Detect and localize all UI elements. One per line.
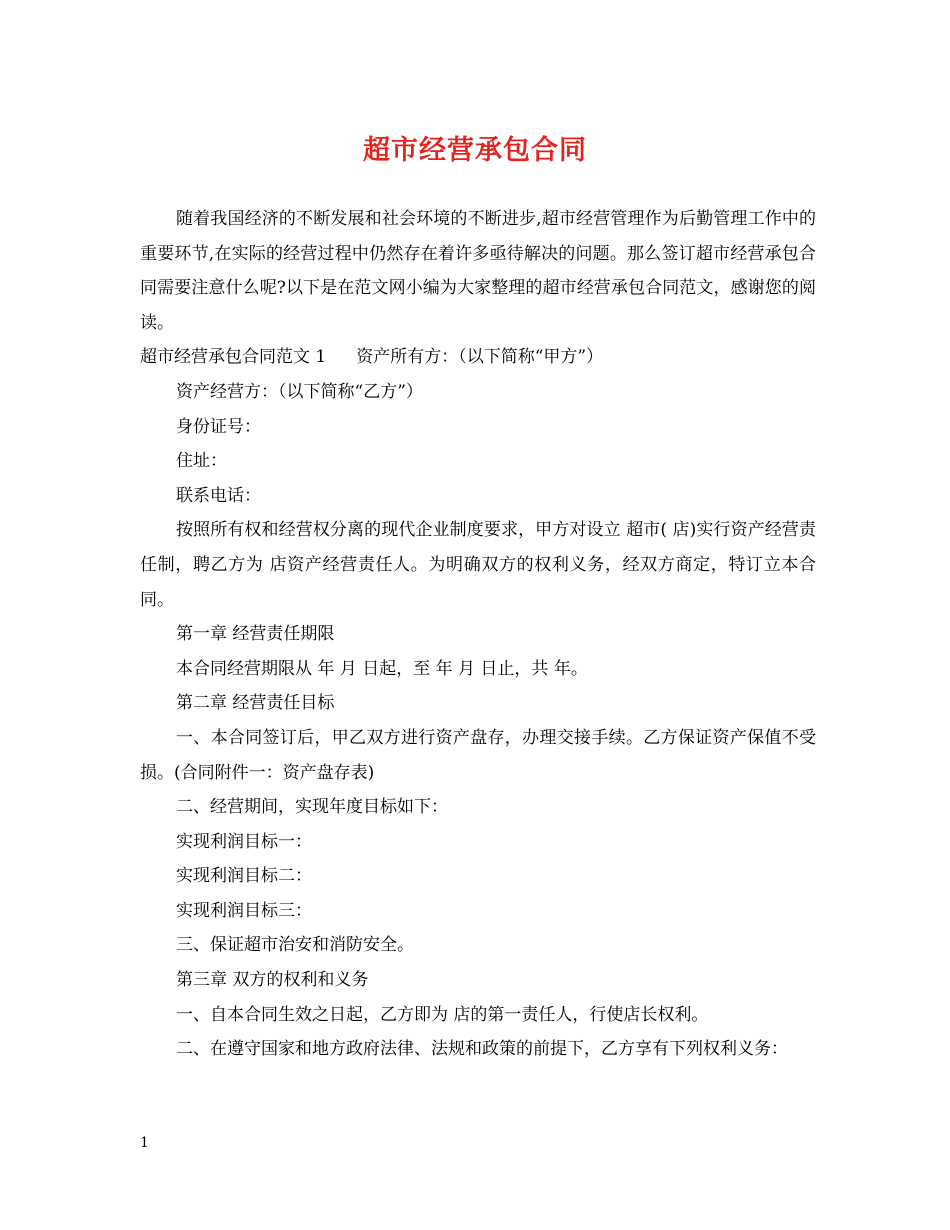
responsibility-paragraph: 按照所有权和经营权分离的现代企业制度要求，甲方对设立 超市( 店)实行资产经营责任制，聘乙方为 店资产经营责任人。为明确双方的权利义务，经双方商定，特订立本合同。 [140, 520, 816, 610]
rights-paragraph: 二、在遵守国家和地方政府法律、法规和政策的前提下，乙方享有下列权利义务： [176, 1039, 788, 1060]
chapter-1-heading: 第一章 经营责任期限 [176, 624, 335, 645]
sample-heading: 超市经营承包合同范文 1 [140, 347, 327, 368]
page-number: 1 [140, 1135, 149, 1151]
inventory-paragraph: 一、本合同签订后，甲乙双方进行资产盘存，办理交接手续。乙方保证资产保值不受损。(合同附件一：资产盘存表) [140, 727, 816, 783]
intro-paragraph: 随着我国经济的不断发展和社会环境的不断进步,超市经营管理作为后勤管理工作中的重要环节,在实际的经营过程中仍然存在着许多亟待解决的问题。那么签订超市经营承包合同需要注意什么呢?以下是在范文网小编为大家整理的超市经营承包合同范文，感谢您的阅读。 [140, 209, 816, 333]
document-title: 超市经营承包合同 [363, 135, 587, 166]
chapter-3-heading: 第三章 双方的权利和义务 [176, 970, 369, 991]
document-body [140, 202, 816, 1067]
sample-heading-line [140, 340, 816, 375]
operator-line: 资产经营方：（以下简称“乙方”） [176, 381, 423, 402]
address-line: 住址： [176, 451, 227, 472]
id-number-line: 身份证号： [176, 416, 261, 437]
owner-line: 资产所有方：（以下简称“甲方”） [356, 347, 604, 368]
profit-target-2: 实现利润目标二： [176, 866, 312, 887]
profit-target-1: 实现利润目标一： [176, 831, 312, 852]
chapter-2-heading: 第二章 经营责任目标 [176, 693, 335, 714]
annual-target-line: 二、经营期间，实现年度目标如下： [176, 797, 448, 818]
term-line: 本合同经营期限从 年 月 日起，至 年 月 日止，共 年。 [176, 658, 588, 679]
profit-target-3: 实现利润目标三： [176, 900, 312, 921]
phone-line: 联系电话： [176, 485, 261, 506]
safety-line: 三、保证超市治安和消防安全。 [176, 935, 414, 956]
first-responsible-line: 一、自本合同生效之日起，乙方即为 店的第一责任人，行使店长权利。 [176, 1004, 709, 1025]
